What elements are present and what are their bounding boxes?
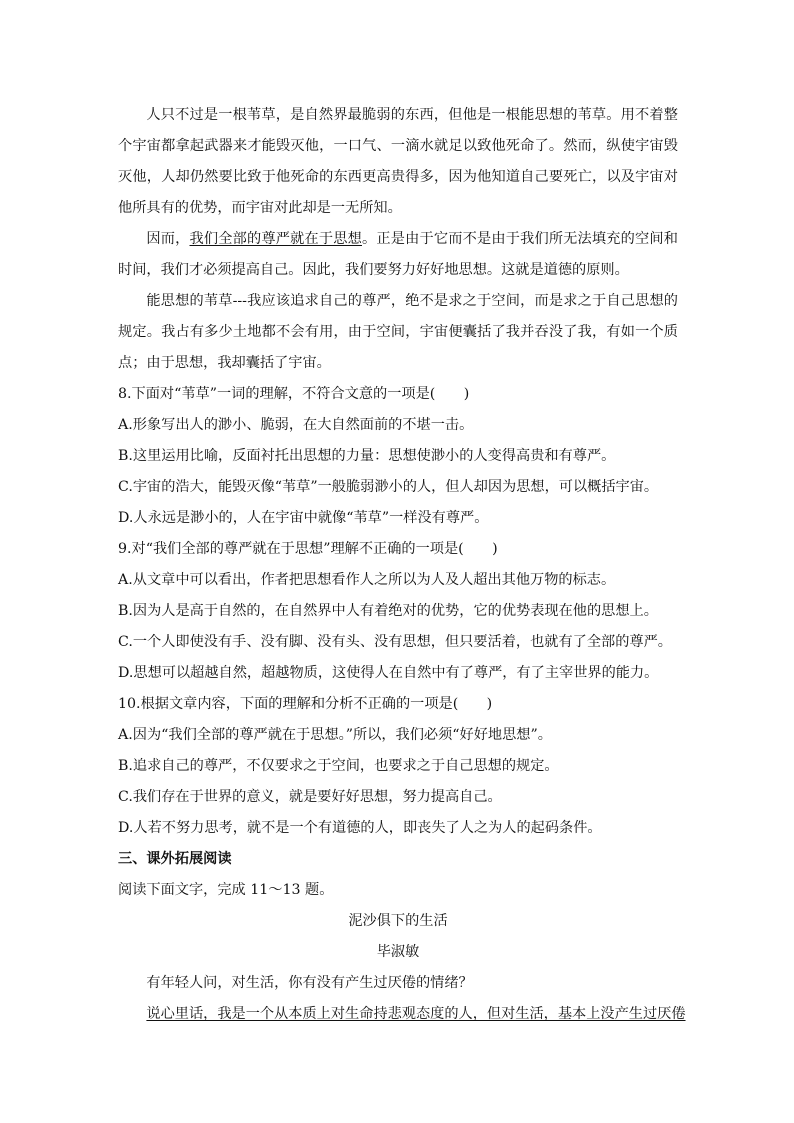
option-a: A.从文章中可以看出，作者把思想看作人之所以为人及人超出其他万物的标志。 — [118, 572, 616, 588]
passage-paragraph-2 — [118, 224, 678, 286]
option-a: A.形象写出人的渺小、脆弱，在大自然面前的不堪一击。 — [118, 417, 474, 433]
passage-paragraph-1: 人只不过是一根苇草，是自然界最脆弱的东西，但他是一根能思想的苇草。用不着整个宇宙都拿起武器来才能毁灭他，一口气、一滴水就足以致他死命了。然而，纵使宇宙毁灭他，人却仍然要比致于他死命的东西更高贵得多，因为他知道自己要死亡，以及宇宙对他所具有的优势，而宇宙对此却是一无所知。 — [118, 107, 678, 216]
option-b: B.追求自己的尊严，不仅要求之于空间，也要求之于自己思想的规定。 — [118, 758, 559, 774]
option-b: B.因为人是高于自然的，在自然界中人有着绝对的优势，它的优势表现在他的思想上。 — [118, 603, 658, 619]
option-d: D.人若不努力思考，就不是一个有道德的人，即丧失了人之为人的起码条件。 — [118, 820, 602, 836]
question-10 — [118, 689, 678, 844]
article-author: 毕淑敏 — [376, 944, 420, 960]
option-d: D.思想可以超越自然，超越物质，这使得人在自然中有了尊严，有了主宰世界的能力。 — [118, 665, 659, 681]
option-d: D.人永远是渺小的，人在宇宙中就像“苇草”一样没有尊严。 — [118, 510, 489, 526]
option-c: C.一个人即使没有手、没有脚、没有头、没有思想，但只要活着，也就有了全部的尊严。 — [118, 634, 672, 650]
option-b: B.这里运用比喻，反面衬托出思想的力量：思想使渺小的人变得高贵和有尊严。 — [118, 448, 616, 464]
question-9 — [118, 534, 678, 689]
question-8 — [118, 379, 678, 534]
document-content — [118, 100, 686, 1030]
passage-paragraph-3: 能思想的苇草---我应该追求自己的尊严，绝不是求之于空间，而是求之于自己思想的规定。我占有多少土地都不会有用，由于空间，宇宙便囊括了我并吞没了我，有如一个质点；由于思想，我却囊括了宇宙。 — [118, 293, 678, 371]
question-stem: 10.根据文章内容，下面的理解和分析不正确的一项是( ) — [118, 696, 493, 712]
underlined-key-sentence: 我们全部的尊严就在于思想 — [189, 231, 362, 247]
article-title: 泥沙俱下的生活 — [348, 913, 448, 929]
option-c: C.我们存在于世界的意义，就是要好好思想，努力提高自己。 — [118, 789, 502, 805]
underlined-article-sentence: 说心里话，我是一个从本质上对生命持悲观态度的人，但对生活，基本上没产生过厌倦 — [146, 1006, 686, 1022]
section-heading: 三、课外拓展阅读 — [118, 851, 232, 867]
question-stem: 9.对“我们全部的尊严就在于思想”理解不正确的一项是( ) — [118, 541, 498, 557]
option-a: A.因为“我们全部的尊严就在于思想。”所以，我们必须“好好地思想”。 — [118, 727, 552, 743]
passage-paragraph-2-prefix: 因而， — [146, 231, 190, 247]
option-c: C.宇宙的浩大，能毁灭像“苇草”一般脆弱渺小的人，但人却因为思想，可以概括宇宙。 — [118, 479, 659, 495]
reading-instruction: 阅读下面文字，完成 11～13 题。 — [118, 882, 334, 898]
passage-paragraph-2-rest: 。正是由于它而不是由于我们所无法填充的空间和时间，我们才必须提高自己。因此，我们要努力好好地思想。这就是道德的原则。 — [118, 231, 678, 278]
question-stem: 8.下面对“苇草”一词的理解，不符合文意的一项是( ) — [118, 386, 470, 402]
article-paragraph-2 — [118, 999, 686, 1030]
article-paragraph-1: 有年轻人问，对生活，你有没有产生过厌倦的情绪？ — [146, 975, 473, 991]
